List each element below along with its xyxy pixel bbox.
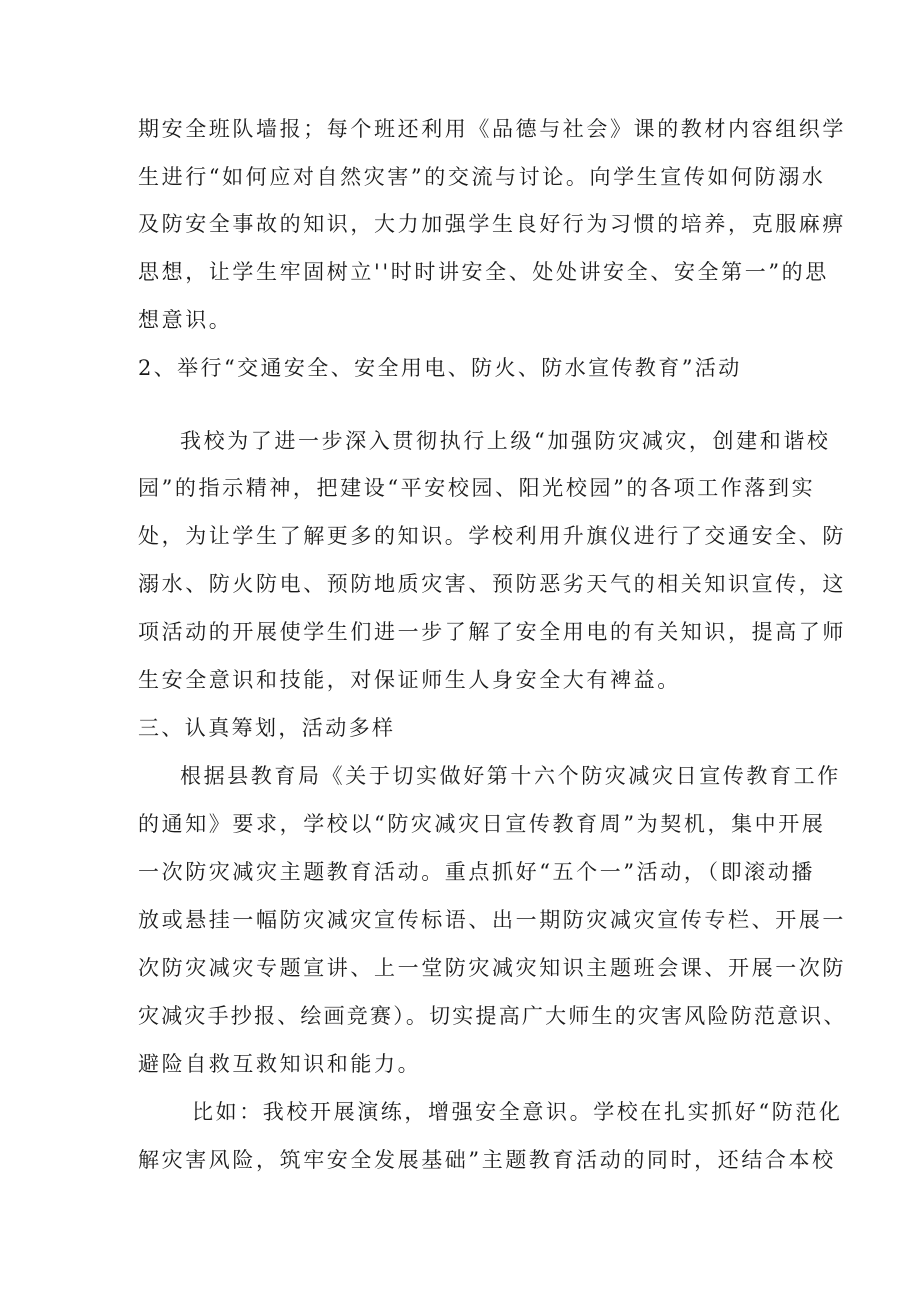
body-line: 想意识。 (138, 308, 233, 332)
paragraph-first-line: 根据县教育局《关于切实做好第十六个防灾减灾日宣传教育工作 (180, 764, 841, 788)
paragraph-first-line: 我校为了进一步深入贯彻执行上级“加强防灾减灾，创建和谐校 (180, 429, 831, 453)
body-line: 灾减灾手抄报、绘画竞赛）。切实提高广大师生的灾害风险防范意识、 (138, 1004, 847, 1028)
section-heading-3: 三、认真筹划，活动多样 (138, 716, 396, 740)
body-line: 放或悬挂一幅防灾减灾宣传标语、出一期防灾减灾宣传专栏、开展一 (138, 908, 846, 932)
body-line: 处，为让学生了解更多的知识。学校利用升旗仪进行了交通安全、防 (138, 524, 846, 548)
body-line: 思想，让学生牢固树立''时时讲安全、处处讲安全、安全第一”的思 (138, 260, 829, 284)
body-line: 园”的指示精神，把建设“平安校园、阳光校园”的各项工作落到实 (138, 476, 816, 500)
body-line: 解灾害风险，筑牢安全发展基础”主题教育活动的同时，还结合本校 (138, 1148, 836, 1172)
body-line: 生安全意识和技能，对保证师生人身安全大有裨益。 (138, 668, 681, 692)
body-line: 生进行“如何应对自然灾害”的交流与讨论。向学生宣传如何防溺水 (138, 165, 826, 189)
body-line: 项活动的开展使学生们进一步了解了安全用电的有关知识，提高了师 (138, 620, 846, 644)
body-line: 的通知》要求，学校以“防灾减灾日宣传教育周”为契机，集中开展 (138, 812, 826, 836)
body-line: 期安全班队墙报；每个班还利用《品德与社会》课的教材内容组织学 (138, 117, 846, 141)
body-line: 及防安全事故的知识，大力加强学生良好行为习惯的培养，克服麻痹 (138, 212, 846, 236)
body-line: 避险自救互救知识和能力。 (138, 1052, 422, 1076)
body-line: 一次防灾减灾主题教育活动。重点抓好“五个一”活动，（即滚动播 (138, 860, 815, 884)
section-heading-2: 2、举行“交通安全、安全用电、防火、防水宣传教育”活动 (138, 356, 742, 380)
body-line: 次防灾减灾专题宣讲、上一堂防灾减灾知识主题班会课、开展一次防 (138, 956, 846, 980)
paragraph-first-line: 比如：我校开展演练，增强安全意识。学校在扎实抓好“防范化 (192, 1100, 843, 1124)
body-line: 溺水、防火防电、预防地质灾害、预防恶劣天气的相关知识宣传，这 (138, 572, 846, 596)
